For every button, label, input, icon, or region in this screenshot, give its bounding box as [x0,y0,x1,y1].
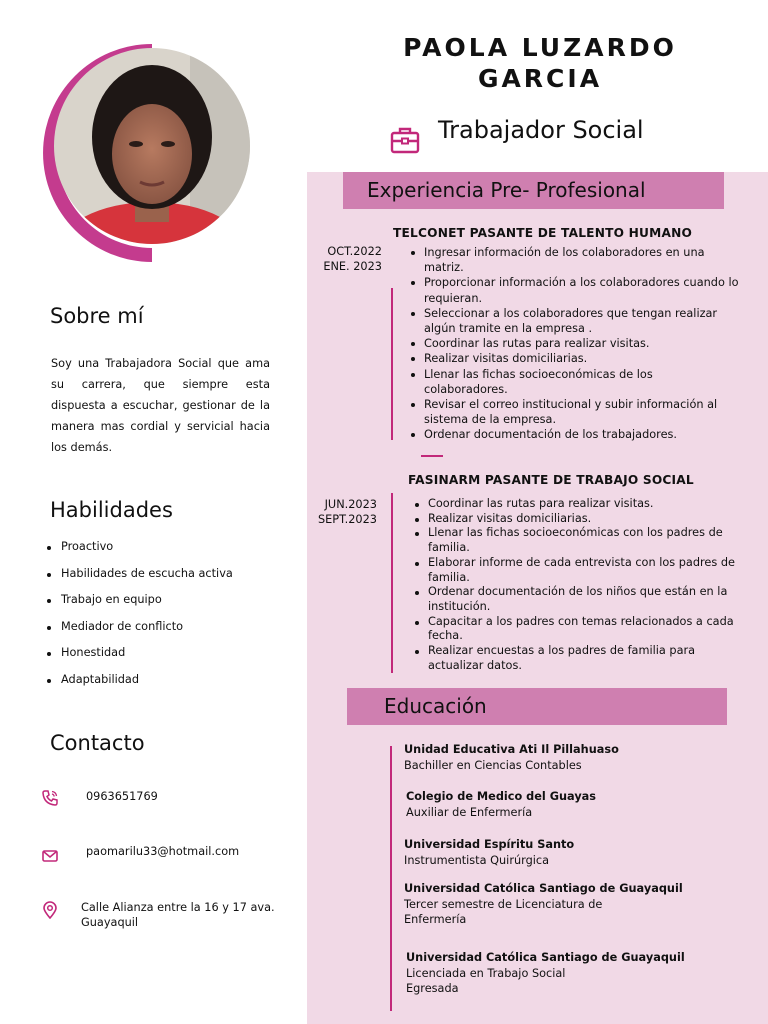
profile-photo [40,42,264,266]
briefcase-icon [390,126,420,154]
skill-item: Honestidad [50,646,233,673]
skill-item: Mediador de conflicto [50,620,233,647]
duty-item: Revisar el correo institucional y subir información al sistema de la empresa. [410,397,740,427]
skill-item: Adaptabilidad [50,673,233,700]
full-name [330,32,750,94]
skills-list [50,540,233,699]
phone-icon [41,789,59,807]
about-text: Soy una Trabajadora Social que ama su carrera, que siempre esta dispuesta a escuchar, gestionar de la manera mas cordial y servicial hacia los demás. [51,357,270,454]
education-item [406,789,596,820]
duty-item: Coordinar las rutas para realizar visitas. [410,336,740,351]
separator-dash [421,455,443,457]
job-title: FASINARM PASANTE DE TRABAJO SOCIAL [408,473,694,487]
address-line-2: Guayaquil [81,916,139,929]
contact-address [81,900,275,930]
duty-item: Capacitar a los padres con temas relacionados a cada fecha. [414,615,749,644]
about-title: Sobre mí [50,304,144,328]
duty-item: Llenar las fichas socioeconómicas con los padres de familia. [414,526,749,555]
degree-continued: Enfermería [404,913,467,926]
name-line-1: PAOLA LUZARDO [403,33,677,62]
date-end: ENE. 2023 [323,260,382,273]
skill-item: Proactivo [50,540,233,567]
job-dates [305,244,382,274]
timeline-line [391,493,393,673]
timeline-line [390,746,392,1011]
job-dates [300,497,377,527]
name-line-2: GARCIA [477,64,603,93]
location-pin-icon [41,901,59,919]
school-name: Colegio de Medico del Guayas [406,790,597,803]
school-name: Unidad Educativa Ati Il Pillahuaso [404,743,619,756]
contact-title: Contacto [50,731,145,755]
duty-item: Seleccionar a los colaboradores que tengan realizar algún tramite en la empresa . [410,306,740,336]
timeline-line [391,288,393,440]
address-line-1: Calle Alianza entre la 16 y 17 ava. [81,901,275,914]
duty-item: Ordenar documentación de los niños que están en la institución. [414,585,749,614]
job-duties [414,497,749,673]
degree: Instrumentista Quirúrgica [404,853,550,867]
education-item [404,742,619,773]
date-start: OCT.2022 [327,245,382,258]
duty-item: Realizar visitas domiciliarias. [414,512,749,527]
date-end: SEPT.2023 [317,513,377,526]
duty-item: Realizar encuestas a los padres de familia para actualizar datos. [414,644,749,673]
school-name: Universidad Católica Santiago de Guayaquil [406,951,685,964]
degree: Bachiller en Ciencias Contables [404,758,582,772]
duty-item: Llenar las fichas socioeconómicas de los colaboradores. [410,367,740,397]
duty-item: Ingresar información de los colaboradores en una matriz. [410,245,740,275]
job-title: TELCONET PASANTE DE TALENTO HUMANO [393,226,693,240]
school-name: Universidad Espíritu Santo [404,838,575,851]
duty-item: Realizar visitas domiciliarias. [410,351,740,366]
skill-item: Habilidades de escucha activa [50,567,233,594]
education-item [404,837,574,868]
degree: Licenciada en Trabajo Social [406,966,566,980]
education-item [404,881,683,928]
duty-item: Elaborar informe de cada entrevista con los padres de familia. [414,556,749,585]
education-item [406,950,685,997]
skill-item: Trabajo en equipo [50,593,233,620]
education-title-bar: Educación [347,688,727,725]
degree: Auxiliar de Enfermería [406,805,533,819]
job-duties [410,245,740,443]
duty-item: Ordenar documentación de los trabajadores. [410,427,740,442]
experience-title-bar: Experiencia Pre- Profesional [343,172,724,209]
school-name: Universidad Católica Santiago de Guayaquil [404,882,683,895]
contact-email: paomarilu33@hotmail.com [86,845,240,858]
job-role: Trabajador Social [438,116,644,144]
degree: Tercer semestre de Licenciatura de [404,897,603,911]
duty-item: Proporcionar información a los colaboradores cuando lo requieran. [410,275,740,305]
date-start: JUN.2023 [324,498,377,511]
skills-title: Habilidades [50,498,173,522]
contact-phone: 0963651769 [86,790,158,803]
duty-item: Coordinar las rutas para realizar visitas. [414,497,749,512]
degree-status: Egresada [406,982,459,995]
mail-icon [41,847,59,865]
